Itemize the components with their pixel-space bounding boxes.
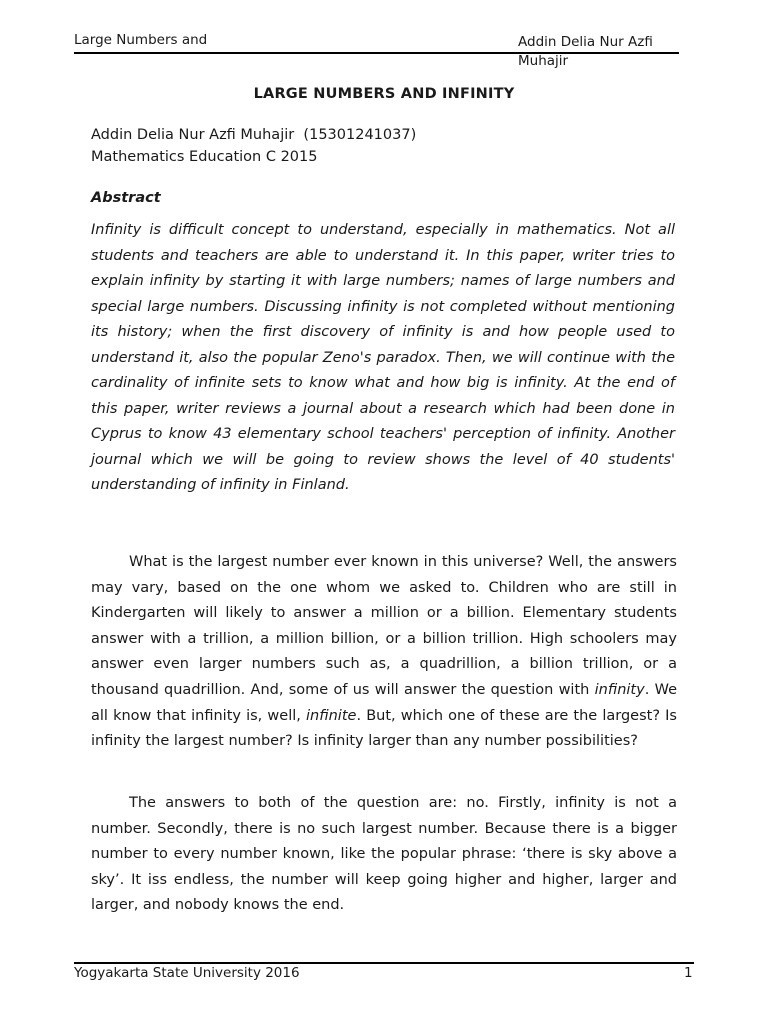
body-paragraph-1	[91, 550, 677, 755]
author-line: Addin Delia Nur Azfi Muhajir (15301241037)	[91, 127, 417, 143]
body-text-run: . We all know that infinity is, well,	[91, 681, 677, 724]
body-text-run: What is the largest number ever known in this universe? Well, the answers may vary, based on the one whom we asked to. Children who are still in Kindergarten will likely to answer a million or a billion. Elementary students answer with a trillion, a million billion, or a billion trillion. High schoolers may answer even larger numbers such as, a quadrillion, a billion trillion, or a thousand quadrillion. And, some of us will answer the question with	[91, 554, 677, 698]
page-number: 1	[684, 965, 693, 981]
emphasis-infinite: infinite	[306, 707, 357, 724]
paper-title: LARGE NUMBERS AND INFINITY	[253, 86, 515, 102]
header-rule	[74, 52, 679, 54]
header-author: Addin Delia Nur Azfi Muhajir	[518, 34, 653, 69]
footer-institution: Yogyakarta State University 2016	[74, 965, 300, 981]
author-block	[91, 124, 416, 168]
abstract-text: Infinity is difficult concept to understand, especially in mathematics. Not all students and teachers are able to understand it. In this paper, writer tries to explain infinity by starting it with large numbers; names of large numbers and special large numbers. Discussing infinity is not completed without mentioning its history; when the first discovery of infinity is and how people used to understand it, also the popular Zeno's paradox. Then, we will continue with the cardinality of infinite sets to know what and how big is infinity. At the end of this paper, writer reviews a journal about a research which had been done in Cyprus to know 43 elementary school teachers' perception of infinity. Another journal which we will be going to review shows the level of 40 students' understanding of infinity in Finland.	[91, 222, 675, 493]
affiliation-line: Mathematics Education C 2015	[91, 149, 318, 165]
footer-rule	[74, 962, 694, 964]
header-running-title: Large Numbers and	[74, 32, 208, 48]
body-text-run: The answers to both of the question are: no. Firstly, infinity is not a number. Secondly, there is no such largest number. Because there is a bigger number to every number known, like the popular phrase: ‘there is sky above a sky’. It iss endless, the number will keep going higher and higher, larger and larger, and nobody knows the end.	[91, 795, 677, 914]
page-header	[74, 22, 678, 69]
body-text-run: . But, which one of these are the largest? Is infinity the largest number? Is infinity larger than any number possibilities?	[91, 707, 677, 750]
abstract-heading: Abstract	[91, 190, 161, 206]
emphasis-infinity: infinity	[594, 681, 645, 698]
body-paragraph-2	[91, 791, 677, 919]
